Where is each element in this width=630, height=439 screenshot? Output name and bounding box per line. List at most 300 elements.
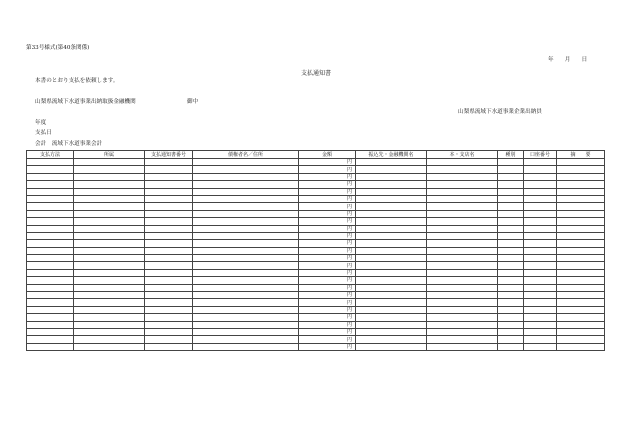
table-cell xyxy=(524,343,557,350)
table-cell xyxy=(27,210,74,217)
table-cell xyxy=(74,210,145,217)
table-cell xyxy=(498,210,524,217)
amount-cell: 円 xyxy=(299,247,356,254)
table-cell xyxy=(193,314,299,321)
table-cell xyxy=(498,314,524,321)
table-cell xyxy=(557,336,605,343)
table-cell xyxy=(498,292,524,299)
table-cell xyxy=(356,284,427,291)
table-cell xyxy=(524,203,557,210)
table-cell xyxy=(524,240,557,247)
table-cell xyxy=(27,181,74,188)
table-row xyxy=(27,232,605,239)
table-row xyxy=(27,343,605,350)
amount-cell: 円 xyxy=(299,188,356,195)
table-cell xyxy=(524,218,557,225)
table-cell xyxy=(193,218,299,225)
amount-cell: 円 xyxy=(299,336,356,343)
table-cell xyxy=(524,181,557,188)
table-cell xyxy=(27,306,74,313)
table-cell xyxy=(145,314,193,321)
table-cell xyxy=(524,328,557,335)
table-cell xyxy=(356,255,427,262)
amount-cell: 円 xyxy=(299,181,356,188)
table-cell xyxy=(145,262,193,269)
table-cell xyxy=(498,159,524,166)
table-cell xyxy=(145,343,193,350)
amount-cell: 円 xyxy=(299,166,356,173)
table-cell xyxy=(145,203,193,210)
amount-cell: 円 xyxy=(299,195,356,202)
table-cell xyxy=(74,336,145,343)
table-cell xyxy=(557,292,605,299)
table-cell xyxy=(145,269,193,276)
table-cell xyxy=(524,269,557,276)
table-cell xyxy=(427,173,498,180)
table-cell xyxy=(498,195,524,202)
table-cell xyxy=(193,284,299,291)
table-cell xyxy=(557,203,605,210)
table-cell xyxy=(74,159,145,166)
table-cell xyxy=(145,247,193,254)
table-cell xyxy=(498,343,524,350)
table-cell xyxy=(427,166,498,173)
table-row xyxy=(27,166,605,173)
table-cell xyxy=(356,336,427,343)
table-cell xyxy=(74,255,145,262)
table-cell xyxy=(74,203,145,210)
table-cell xyxy=(557,218,605,225)
table-cell xyxy=(27,188,74,195)
table-cell xyxy=(524,173,557,180)
table-cell xyxy=(524,159,557,166)
amount-cell: 円 xyxy=(299,292,356,299)
amount-cell: 円 xyxy=(299,314,356,321)
table-cell xyxy=(427,247,498,254)
amount-cell: 円 xyxy=(299,269,356,276)
amount-cell: 円 xyxy=(299,225,356,232)
table-cell xyxy=(27,195,74,202)
table-cell xyxy=(498,299,524,306)
table-cell xyxy=(498,218,524,225)
table-cell xyxy=(427,210,498,217)
table-cell xyxy=(356,314,427,321)
table-cell xyxy=(27,314,74,321)
table-cell xyxy=(27,203,74,210)
table-row xyxy=(27,181,605,188)
column-header: 本・支店名 xyxy=(427,151,498,159)
table-cell xyxy=(74,218,145,225)
table-cell xyxy=(27,277,74,284)
table-cell xyxy=(498,232,524,239)
table-cell xyxy=(356,240,427,247)
table-cell xyxy=(524,225,557,232)
table-cell xyxy=(557,195,605,202)
table-row xyxy=(27,314,605,321)
table-cell xyxy=(557,284,605,291)
table-cell xyxy=(74,292,145,299)
table-cell xyxy=(27,321,74,328)
table-cell xyxy=(145,328,193,335)
table-cell xyxy=(524,232,557,239)
table-cell xyxy=(524,299,557,306)
table-cell xyxy=(193,210,299,217)
table-cell xyxy=(356,181,427,188)
table-cell xyxy=(557,166,605,173)
table-cell xyxy=(427,306,498,313)
table-cell xyxy=(427,269,498,276)
table-cell xyxy=(145,181,193,188)
table-cell xyxy=(193,343,299,350)
table-cell xyxy=(498,277,524,284)
table-row xyxy=(27,321,605,328)
table-cell xyxy=(557,247,605,254)
table-cell xyxy=(557,188,605,195)
table-cell xyxy=(524,292,557,299)
table-cell xyxy=(498,166,524,173)
table-cell xyxy=(27,336,74,343)
table-cell xyxy=(557,210,605,217)
amount-cell: 円 xyxy=(299,343,356,350)
column-header: 摘 要 xyxy=(557,151,605,159)
table-cell xyxy=(427,203,498,210)
request-text: 本書のとおり支払を依頼します。 xyxy=(35,78,119,84)
table-cell xyxy=(557,328,605,335)
amount-cell: 円 xyxy=(299,173,356,180)
table-row xyxy=(27,247,605,254)
table-cell xyxy=(427,232,498,239)
table-cell xyxy=(557,269,605,276)
table-cell xyxy=(498,262,524,269)
table-cell xyxy=(427,255,498,262)
table-row xyxy=(27,240,605,247)
table-cell xyxy=(27,218,74,225)
table-cell xyxy=(74,306,145,313)
table-cell xyxy=(557,277,605,284)
table-cell xyxy=(145,218,193,225)
column-header: 支払方法 xyxy=(27,151,74,159)
table-cell xyxy=(524,284,557,291)
table-cell xyxy=(27,269,74,276)
table-cell xyxy=(193,232,299,239)
table-cell xyxy=(524,195,557,202)
amount-cell: 円 xyxy=(299,299,356,306)
table-cell xyxy=(193,247,299,254)
table-cell xyxy=(27,328,74,335)
table-cell xyxy=(74,328,145,335)
table-cell xyxy=(524,166,557,173)
table-cell xyxy=(498,336,524,343)
table-cell xyxy=(193,336,299,343)
table-cell xyxy=(557,181,605,188)
table-cell xyxy=(498,173,524,180)
amount-cell: 円 xyxy=(299,284,356,291)
table-cell xyxy=(356,299,427,306)
table-row xyxy=(27,203,605,210)
table-cell xyxy=(427,328,498,335)
table-cell xyxy=(74,166,145,173)
amount-cell: 円 xyxy=(299,262,356,269)
table-cell xyxy=(74,262,145,269)
table-cell xyxy=(427,277,498,284)
table-cell xyxy=(498,181,524,188)
table-cell xyxy=(557,343,605,350)
table-cell xyxy=(74,277,145,284)
table-row xyxy=(27,225,605,232)
table-cell xyxy=(74,225,145,232)
column-header: 所属 xyxy=(74,151,145,159)
table-cell xyxy=(356,203,427,210)
table-cell xyxy=(74,195,145,202)
table-cell xyxy=(356,232,427,239)
table-cell xyxy=(27,225,74,232)
fiscal-year-label: 年度 xyxy=(35,120,47,126)
table-cell xyxy=(74,240,145,247)
table-cell xyxy=(145,292,193,299)
table-cell xyxy=(356,328,427,335)
table-cell xyxy=(498,306,524,313)
table-cell xyxy=(193,321,299,328)
form-number: 第33号様式(第40条関係) xyxy=(26,45,90,51)
table-row xyxy=(27,188,605,195)
table-cell xyxy=(74,232,145,239)
table-cell xyxy=(427,336,498,343)
table-cell xyxy=(557,159,605,166)
table-cell xyxy=(524,262,557,269)
table-cell xyxy=(427,240,498,247)
table-row xyxy=(27,159,605,166)
table-row xyxy=(27,299,605,306)
amount-cell: 円 xyxy=(299,328,356,335)
table-cell xyxy=(427,218,498,225)
table-cell xyxy=(427,284,498,291)
table-cell xyxy=(74,321,145,328)
table-cell xyxy=(193,306,299,313)
table-cell xyxy=(145,336,193,343)
table-cell xyxy=(427,181,498,188)
table-cell xyxy=(524,336,557,343)
amount-cell: 円 xyxy=(299,255,356,262)
table-cell xyxy=(356,188,427,195)
table-row xyxy=(27,336,605,343)
table-row xyxy=(27,210,605,217)
table-row xyxy=(27,292,605,299)
amount-cell: 円 xyxy=(299,277,356,284)
table-cell xyxy=(193,203,299,210)
table-cell xyxy=(427,195,498,202)
date-line: 年 月 日 xyxy=(548,57,588,63)
table-cell xyxy=(427,188,498,195)
table-cell xyxy=(193,195,299,202)
table-cell xyxy=(557,225,605,232)
table-row xyxy=(27,328,605,335)
table-cell xyxy=(27,343,74,350)
table-cell xyxy=(193,262,299,269)
table-row xyxy=(27,269,605,276)
table-cell xyxy=(524,314,557,321)
amount-cell: 円 xyxy=(299,232,356,239)
table-cell xyxy=(498,321,524,328)
table-cell xyxy=(193,188,299,195)
table-cell xyxy=(27,255,74,262)
table-row xyxy=(27,284,605,291)
table-cell xyxy=(557,255,605,262)
table-cell xyxy=(498,328,524,335)
table-cell xyxy=(557,321,605,328)
table-row xyxy=(27,262,605,269)
table-cell xyxy=(193,166,299,173)
table-cell xyxy=(193,299,299,306)
table-row xyxy=(27,277,605,284)
table-cell xyxy=(145,277,193,284)
honorific: 御中 xyxy=(187,99,199,105)
table-cell xyxy=(27,232,74,239)
table-cell xyxy=(498,203,524,210)
table-cell xyxy=(74,299,145,306)
table-row xyxy=(27,173,605,180)
document-title: 支払通知書 xyxy=(301,70,332,77)
table-cell xyxy=(356,306,427,313)
table-cell xyxy=(356,166,427,173)
table-cell xyxy=(27,284,74,291)
table-cell xyxy=(557,299,605,306)
column-header: 種別 xyxy=(498,151,524,159)
account-line: 会計 流域下水道事業会計 xyxy=(35,141,103,147)
table-cell xyxy=(145,299,193,306)
table-header-row xyxy=(27,151,605,159)
table-cell xyxy=(356,262,427,269)
table-cell xyxy=(193,292,299,299)
column-header: 金額 xyxy=(299,151,356,159)
table-row xyxy=(27,306,605,313)
table-cell xyxy=(498,188,524,195)
payment-table xyxy=(26,150,605,351)
table-cell xyxy=(27,166,74,173)
table-cell xyxy=(356,269,427,276)
table-row xyxy=(27,195,605,202)
table-cell xyxy=(356,321,427,328)
table-cell xyxy=(74,314,145,321)
table-cell xyxy=(498,255,524,262)
payment-date-label: 支払日 xyxy=(35,130,52,136)
table-cell xyxy=(498,284,524,291)
amount-cell: 円 xyxy=(299,218,356,225)
table-cell xyxy=(193,269,299,276)
table-cell xyxy=(193,225,299,232)
table-cell xyxy=(498,225,524,232)
table-cell xyxy=(356,173,427,180)
table-cell xyxy=(27,262,74,269)
table-row xyxy=(27,218,605,225)
table-cell xyxy=(427,314,498,321)
table-cell xyxy=(27,173,74,180)
table-row xyxy=(27,255,605,262)
table-cell xyxy=(27,240,74,247)
amount-cell: 円 xyxy=(299,321,356,328)
table-cell xyxy=(74,247,145,254)
table-cell xyxy=(74,181,145,188)
table-cell xyxy=(145,240,193,247)
table-cell xyxy=(524,188,557,195)
table-cell xyxy=(427,262,498,269)
table-cell xyxy=(145,166,193,173)
table-cell xyxy=(356,159,427,166)
table-cell xyxy=(356,210,427,217)
table-cell xyxy=(524,255,557,262)
table-cell xyxy=(27,247,74,254)
table-cell xyxy=(27,292,74,299)
table-cell xyxy=(356,343,427,350)
table-cell xyxy=(557,314,605,321)
table-cell xyxy=(193,277,299,284)
table-cell xyxy=(145,195,193,202)
table-cell xyxy=(74,188,145,195)
column-header: 口座番号 xyxy=(524,151,557,159)
table-cell xyxy=(557,262,605,269)
table-cell xyxy=(498,240,524,247)
amount-cell: 円 xyxy=(299,210,356,217)
amount-cell: 円 xyxy=(299,306,356,313)
table-cell xyxy=(193,255,299,262)
table-cell xyxy=(193,328,299,335)
table-cell xyxy=(145,232,193,239)
table-cell xyxy=(145,173,193,180)
table-cell xyxy=(145,306,193,313)
table-cell xyxy=(427,292,498,299)
column-header: 債権者名／住所 xyxy=(193,151,299,159)
table-cell xyxy=(74,173,145,180)
addressee: 山梨県流域下水道事業出納取扱金融機関 xyxy=(35,99,136,105)
table-cell xyxy=(145,284,193,291)
table-cell xyxy=(74,284,145,291)
table-cell xyxy=(27,299,74,306)
table-cell xyxy=(193,181,299,188)
table-cell xyxy=(524,306,557,313)
amount-cell: 円 xyxy=(299,159,356,166)
table-cell xyxy=(524,321,557,328)
table-cell xyxy=(557,306,605,313)
table-cell xyxy=(498,247,524,254)
table-cell xyxy=(557,232,605,239)
table-cell xyxy=(27,159,74,166)
table-cell xyxy=(524,210,557,217)
table-cell xyxy=(356,292,427,299)
table-cell xyxy=(524,277,557,284)
table-cell xyxy=(74,343,145,350)
table-cell xyxy=(356,247,427,254)
table-cell xyxy=(557,240,605,247)
table-cell xyxy=(427,343,498,350)
table-cell xyxy=(193,173,299,180)
table-cell xyxy=(356,195,427,202)
table-cell xyxy=(356,218,427,225)
table-cell xyxy=(427,159,498,166)
table-cell xyxy=(427,225,498,232)
table-cell xyxy=(557,173,605,180)
column-header: 振込先・金融機関名 xyxy=(356,151,427,159)
table-cell xyxy=(524,247,557,254)
column-header: 支払通知書番号 xyxy=(145,151,193,159)
table-cell xyxy=(498,269,524,276)
table-cell xyxy=(356,277,427,284)
table-cell xyxy=(356,225,427,232)
table-cell xyxy=(145,225,193,232)
table-cell xyxy=(145,321,193,328)
amount-cell: 円 xyxy=(299,203,356,210)
table-cell xyxy=(193,159,299,166)
table-cell xyxy=(145,188,193,195)
issuer: 山梨県流域下水道事業企業出納員 xyxy=(458,109,542,115)
